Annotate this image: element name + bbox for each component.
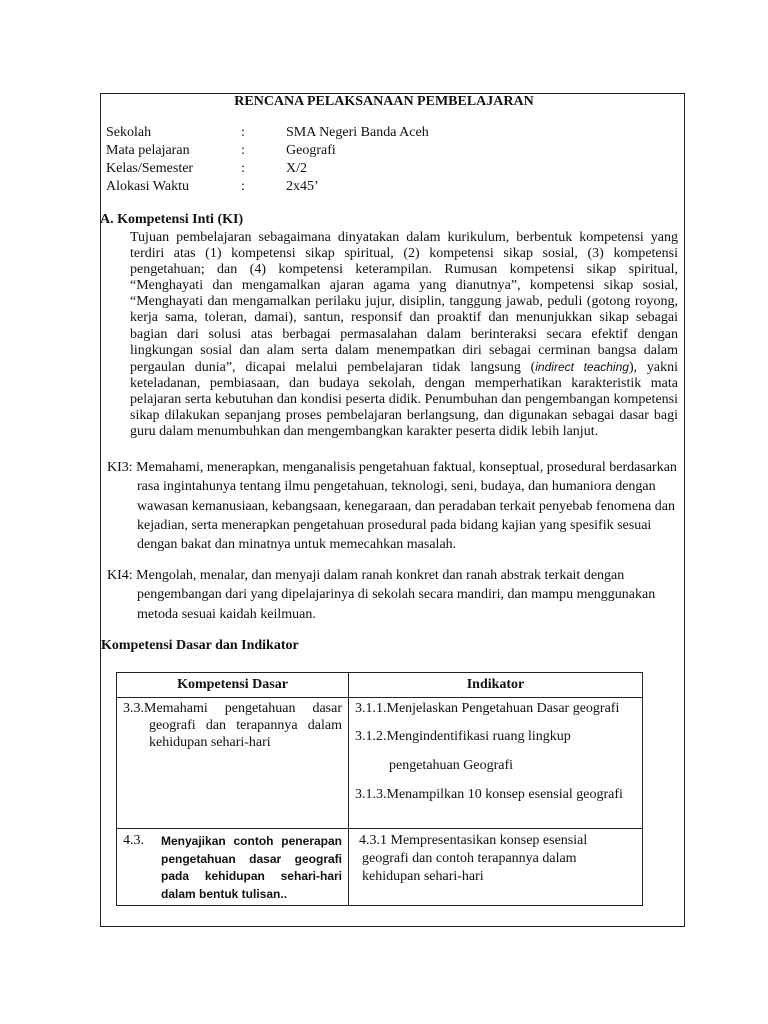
paragraph-text-2: ), yakni keteladanan, pembiasaan, dan budaya sekolah, dengan memperhatikan karakteristik mata pelajaran serta kebutuhan dan kondisi peserta didik. Penumbuhan dan pengembangan kompetensi sikap dilakukan sepanjang proses pembelajaran berlangsung, dan digunakan sebagai dasar bagi guru dalam menumbuhkan dan mengembangkan karakter peserta didik lebih lanjut. <box>130 359 678 440</box>
info-block <box>106 124 506 196</box>
indikator-column-header: Indikator <box>349 673 643 698</box>
indicator-first-line: 4.3.1 Mempresentasikan konsep esensial <box>359 833 588 848</box>
ki4-line: metoda sesuai kaidah keilmuan. <box>137 606 316 622</box>
document-title: RENCANA PELAKSANAAN PEMBELAJARAN <box>234 94 534 109</box>
ki3-line: rasa ingintahunya tentang ilmu pengetahuan, teknologi, seni, budaya, dan humaniora dengan <box>137 479 656 495</box>
indicator-item <box>349 829 642 886</box>
kd-3-3 <box>117 698 348 751</box>
info-colon: : <box>241 179 245 194</box>
ki4-label: KI4: Mengolah, menalar, dan menyaji dalam ranah konkret dan ranah abstrak terkait dengan <box>107 568 625 583</box>
info-value: Geografi <box>286 143 336 158</box>
table-row <box>117 698 643 829</box>
ki4-line: pengembangan dari yang dipelajarinya di sekolah secara mandiri, dan mampu menggunakan <box>137 587 656 603</box>
info-label: Sekolah <box>106 125 152 140</box>
info-colon: : <box>241 125 245 140</box>
ki3-line: wawasan kemanusiaan, kebangsaan, kenegaraan, dan peradaban terkait penyebab fenomena dan <box>137 498 675 514</box>
section-a-heading: A. Kompetensi Inti (KI) <box>100 212 244 227</box>
kd-column-header: Kompetensi Dasar <box>117 673 349 698</box>
info-row-kelas-semester <box>106 160 506 178</box>
indikator-list <box>349 698 642 828</box>
ki3-line: kejadian, serta menerapkan pengetahuan prosedural pada bidang kajian yang spesifik sesuai <box>137 517 652 533</box>
kd-cell <box>117 698 349 829</box>
info-label: Mata pelajaran <box>106 143 190 158</box>
table-header-row <box>117 673 643 698</box>
info-value: X/2 <box>286 161 307 176</box>
kd-rest-text: geografi dan terapannya dalam kehidupan sehari-hari <box>149 718 342 750</box>
table-row <box>117 829 643 906</box>
indicator-item: pengetahuan Geografi <box>389 758 513 773</box>
ki3-block <box>107 458 687 554</box>
info-value: 2x45’ <box>286 179 319 194</box>
info-row-sekolah <box>106 124 506 142</box>
indicator-item: 3.1.3.Menampilkan 10 konsep esensial geografi <box>355 787 623 802</box>
info-label: Kelas/Semester <box>106 161 194 176</box>
ki4-block <box>107 566 687 624</box>
ki3-label: KI3: Memahami, menerapkan, menganalisis pengetahuan faktual, konseptual, prosedural berdasarkan <box>107 460 677 475</box>
kd-number: 4.3. <box>123 833 144 848</box>
indicator-item: 3.1.2.Mengindentifikasi ruang lingkup <box>355 729 571 744</box>
paragraph-text-1: Tujuan pembelajaran sebagaimana dinyatakan dalam kurikulum, berbentuk kompetensi yang terdiri atas (1) kompetensi sikap spiritual, (2) kompetensi sikap sosial, (3) kompetensi pengetahuan; dan (4) kompetensi keterampilan. Rumusan kompetensi sikap spiritual, “Menghayati dan mengamalkan ajaran agama yang dianutnya”, kompetensi sikap sosial, “Menghayati dan mengamalkan perilaku jujur, disiplin, tanggung jawab, peduli (gotong royong, kerja sama, toleran, damai), santun, responsif dan proaktif dan menunjukkan sikap sebagai bagian dari solusi atas berbagai permasalahan dalam berinteraksi secara efektif dengan lingkungan sosial dan alam serta dalam menempatkan diri sebagai cerminan bangsa dalam pergaulan dunia”, dicapai melalui pembelajaran tidak langsung ( <box>130 230 678 375</box>
indicator-rest: geografi dan contoh terapannya dalam kehidupan sehari-hari <box>362 851 577 884</box>
kd-text: Menyajikan contoh penerapan pengetahuan dasar geografi pada kehidupan sehari-hari dalam bentuk tulisan.. <box>161 834 342 901</box>
kd-indicator-table <box>116 672 643 906</box>
kd-first-line <box>123 700 342 717</box>
kd-4-3 <box>117 829 348 903</box>
info-value: SMA Negeri Banda Aceh <box>286 125 429 140</box>
info-colon: : <box>241 161 245 176</box>
indikator-cell <box>349 829 643 906</box>
indicator-item: 3.1.1.Menjelaskan Pengetahuan Dasar geografi <box>355 701 620 716</box>
kd-cell <box>117 829 349 906</box>
info-row-mata-pelajaran <box>106 142 506 160</box>
paragraph-italic: indirect teaching <box>535 359 629 374</box>
kd-first-text: Memahami pengetahuan dasar <box>144 701 342 716</box>
section-a-paragraph <box>130 230 678 440</box>
info-colon: : <box>241 143 245 158</box>
kd-heading: Kompetensi Dasar dan Indikator <box>101 638 299 653</box>
ki3-line: dengan bakat dan minatnya untuk memecahkan masalah. <box>137 537 457 553</box>
kd-number: 3.3. <box>123 701 144 716</box>
indikator-cell <box>349 698 643 829</box>
info-label: Alokasi Waktu <box>106 179 189 194</box>
info-row-alokasi-waktu <box>106 178 506 196</box>
